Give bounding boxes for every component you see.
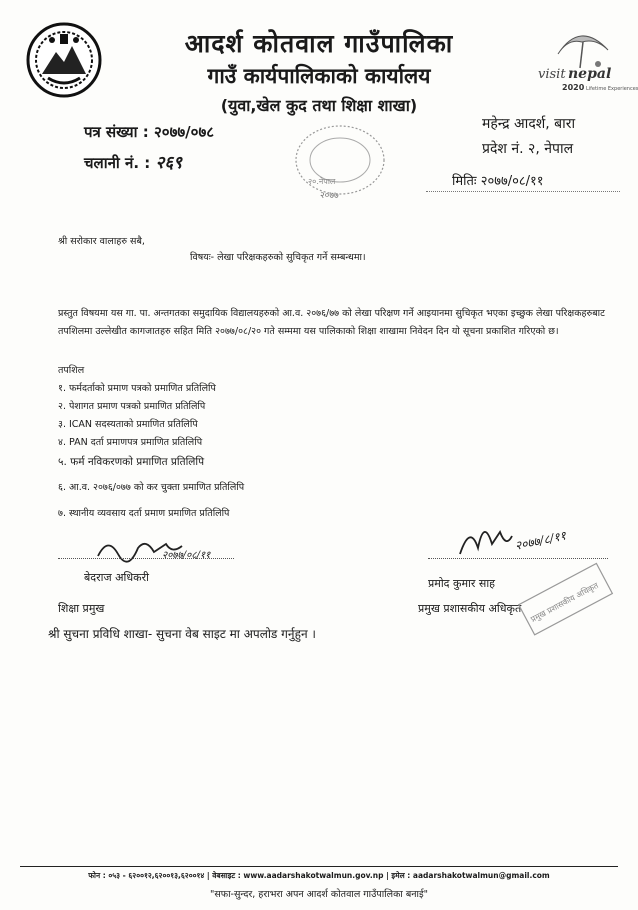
list-item: ३. ICAN सदस्यताको प्रमाणित प्रतिलिपि (58, 419, 198, 430)
office-title: गाउँ कार्यपालिकाको कार्यालय (207, 64, 431, 88)
letter-date: मितिः २०७७/०८/११ (426, 172, 620, 192)
footer-slogan: "सफा-सुन्दर, हराभरा अपन आदर्श कोतवाल गाउँपालिका बनाई" (209, 889, 429, 900)
footer-divider (20, 866, 618, 867)
list-item: २. पेशागत प्रमाण पत्रको प्रमाणित प्रतिलिपि (58, 401, 206, 412)
list-item: ५. फर्म नविकरणको प्रमाणित प्रतिलिपि (58, 456, 205, 468)
letter-body: प्रस्तुत विषयमा यस गा. पा. अन्तगतका समुदायिक विद्यालयहरुको आ.व. २०७६/७७ को लेखा परिक्षण गर्ने आइयानमा सुचिकृत भएका इच्छुक लेखा परिक्षकहरुबाट तपशिलमा उल्लेखीत कागजातहरु सहित मिति २०७७/०८/२० गते सम्ममा यस पालिकाको शिक्षा शाखामा निवेदन दिन यो सूचना प्रकाशित गरिएको छ। (58, 308, 605, 337)
section-title: (युवा,खेल कुद तथा शिक्षा शाखा) (220, 96, 418, 115)
subject-line: विषयः- लेखा परिक्षकहरुको सुचिकृत गर्ने सम्बन्धमा। (190, 252, 366, 263)
address-line-1: महेन्द्र आदर्श, बारा (482, 116, 576, 132)
patra-sankhya: पत्र संख्या : २०७७/०७८ (84, 123, 215, 141)
svg-text:२०७७: २०७७ (320, 191, 339, 201)
left-signature-line (58, 557, 234, 559)
right-signatory-name: प्रमोद कुमार साह (428, 577, 496, 590)
list-item: ७. स्थानीय व्यवसाय दर्ता प्रमाण प्रमाणित प्रतिलिपि (58, 508, 230, 519)
upload-notice: श्री सुचना प्रविधि शाखा- सुचना वेब साइट मा अपलोड गर्नुहुन । (48, 627, 316, 641)
svg-text:२०७७/०८/११: २०७७/०८/११ (162, 550, 211, 561)
svg-text:प्रमुख प्रशासकीय अधिकृत: प्रमुख प्रशासकीय अधिकृत (529, 580, 600, 625)
svg-text:visit: visit (538, 67, 566, 82)
left-signatory-name: बेदराज अधिकरी (84, 571, 149, 584)
left-signatory-title: शिक्षा प्रमुख (58, 602, 105, 615)
footer-contact: फोन : ०५३ - ६२००१२,६२००१३,६२००१४ | वेबसाइट : www.aadarshakotwalmun.gov.np | इमेल : aadarshakotwalmun@gmail.com (88, 871, 550, 880)
svg-text:2020: 2020 (562, 83, 585, 92)
tapashil-heading: तपशिल (58, 365, 85, 376)
list-item: १. फर्मदर्ताको प्रमाण पत्रको प्रमाणित प्रतिलिपि (58, 383, 216, 394)
municipality-title: आदर्श कोतवाल गाउँपालिका (184, 29, 454, 58)
address-line-2: प्रदेश नं. २, नेपाल (482, 141, 574, 157)
chalani-number: चलानी नं. : २६९ (84, 153, 183, 173)
salutation: श्री सरोकार वालाहरु सबै, (58, 236, 145, 247)
official-rect-stamp (516, 560, 616, 640)
svg-text:२०.नेपाल: २०.नेपाल (308, 177, 336, 186)
right-signatory-title: प्रमुख प्रशासकीय अधिकृत (418, 602, 522, 615)
svg-text:Lifetime Experiences: Lifetime Experiences (586, 86, 638, 92)
svg-text:२०७७/८/११: २०७७/८/११ (513, 528, 568, 553)
right-signature-line (428, 557, 608, 559)
svg-text:nepal: nepal (568, 66, 612, 82)
list-item: ६. आ.व. २०७६/०७७ को कर चुक्ता प्रमाणित प्रतिलिपि (58, 482, 245, 493)
office-stamp (290, 122, 390, 202)
list-item: ४. PAN दर्ता प्रमाणपत्र प्रमाणित प्रतिलिपि (58, 437, 203, 448)
left-signature-scribble (92, 530, 222, 566)
